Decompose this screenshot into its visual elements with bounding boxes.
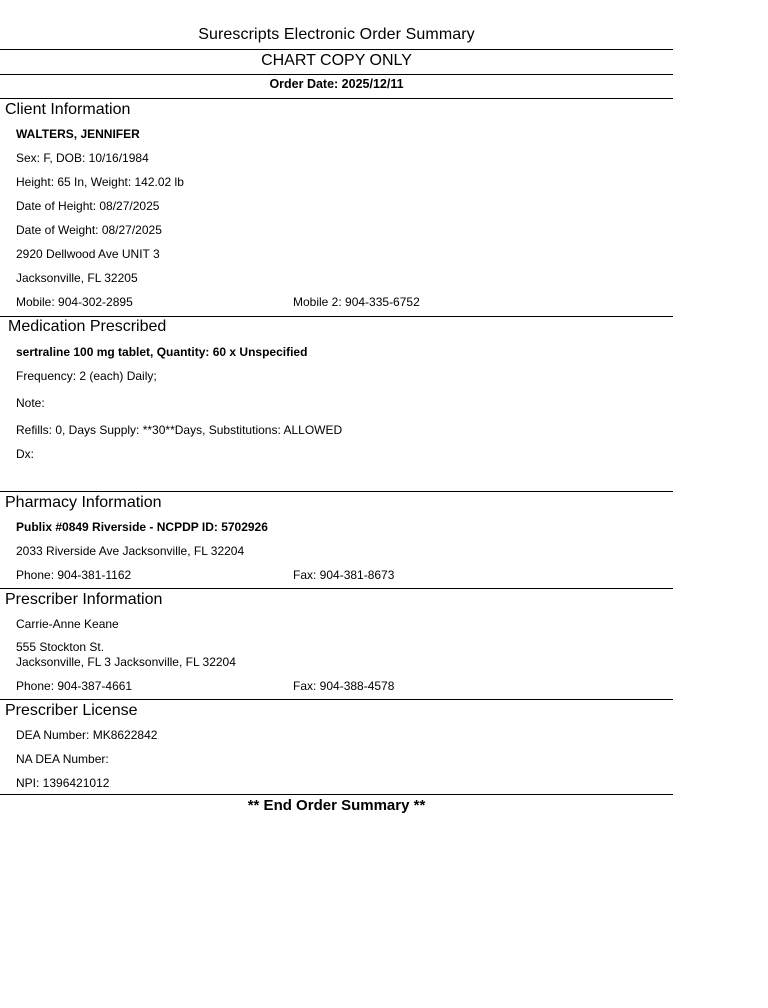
client-section-title: Client Information <box>5 101 131 118</box>
client-date-height: Date of Height: 08/27/2025 <box>16 199 160 213</box>
divider <box>0 74 673 75</box>
medication-refills: Refills: 0, Days Supply: **30**Days, Substitutions: ALLOWED <box>16 423 343 437</box>
client-height-weight: Height: 65 In, Weight: 142.02 lb <box>16 175 184 189</box>
medication-dx: Dx: <box>16 447 34 461</box>
divider <box>0 316 673 317</box>
chart-copy-label: CHART COPY ONLY <box>261 52 412 69</box>
client-mobile2: Mobile 2: 904-335-6752 <box>293 295 420 309</box>
license-dea-number: DEA Number: MK8622842 <box>16 728 158 742</box>
license-na-dea-number: NA DEA Number: <box>16 752 109 766</box>
prescriber-address-line1: 555 Stockton St. <box>16 640 105 654</box>
divider <box>0 49 673 50</box>
prescriber-address-line2: Jacksonville, FL 3 Jacksonville, FL 32204 <box>16 655 236 669</box>
prescriber-phone: Phone: 904-387-4661 <box>16 679 133 693</box>
client-address-line2: Jacksonville, FL 32205 <box>16 271 138 285</box>
divider <box>0 491 673 492</box>
client-mobile: Mobile: 904-302-2895 <box>16 295 133 309</box>
pharmacy-section-title: Pharmacy Information <box>5 494 162 511</box>
client-address-line1: 2920 Dellwood Ave UNIT 3 <box>16 247 160 261</box>
prescriber-name: Carrie-Anne Keane <box>16 617 119 631</box>
client-name: WALTERS, JENNIFER <box>16 127 140 141</box>
prescriber-fax: Fax: 904-388-4578 <box>293 679 395 693</box>
client-sex-dob: Sex: F, DOB: 10/16/1984 <box>16 151 149 165</box>
divider <box>0 98 673 99</box>
license-section-title: Prescriber License <box>5 702 138 719</box>
end-order-summary: ** End Order Summary ** <box>247 797 426 814</box>
license-npi: NPI: 1396421012 <box>16 776 110 790</box>
pharmacy-name: Publix #0849 Riverside - NCPDP ID: 5702926 <box>16 520 268 534</box>
pharmacy-address: 2033 Riverside Ave Jacksonville, FL 32204 <box>16 544 245 558</box>
divider <box>0 794 673 795</box>
medication-section-title: Medication Prescribed <box>8 318 167 335</box>
divider <box>0 588 673 589</box>
pharmacy-fax: Fax: 904-381-8673 <box>293 568 395 582</box>
prescriber-section-title: Prescriber Information <box>5 591 163 608</box>
document-title: Surescripts Electronic Order Summary <box>198 26 475 43</box>
pharmacy-phone: Phone: 904-381-1162 <box>16 568 132 582</box>
order-date: Order Date: 2025/12/11 <box>269 77 404 91</box>
divider <box>0 699 673 700</box>
client-date-weight: Date of Weight: 08/27/2025 <box>16 223 162 237</box>
medication-drug: sertraline 100 mg tablet, Quantity: 60 x Unspecified <box>16 345 308 359</box>
medication-frequency: Frequency: 2 (each) Daily; <box>16 369 157 383</box>
medication-note: Note: <box>16 396 45 410</box>
